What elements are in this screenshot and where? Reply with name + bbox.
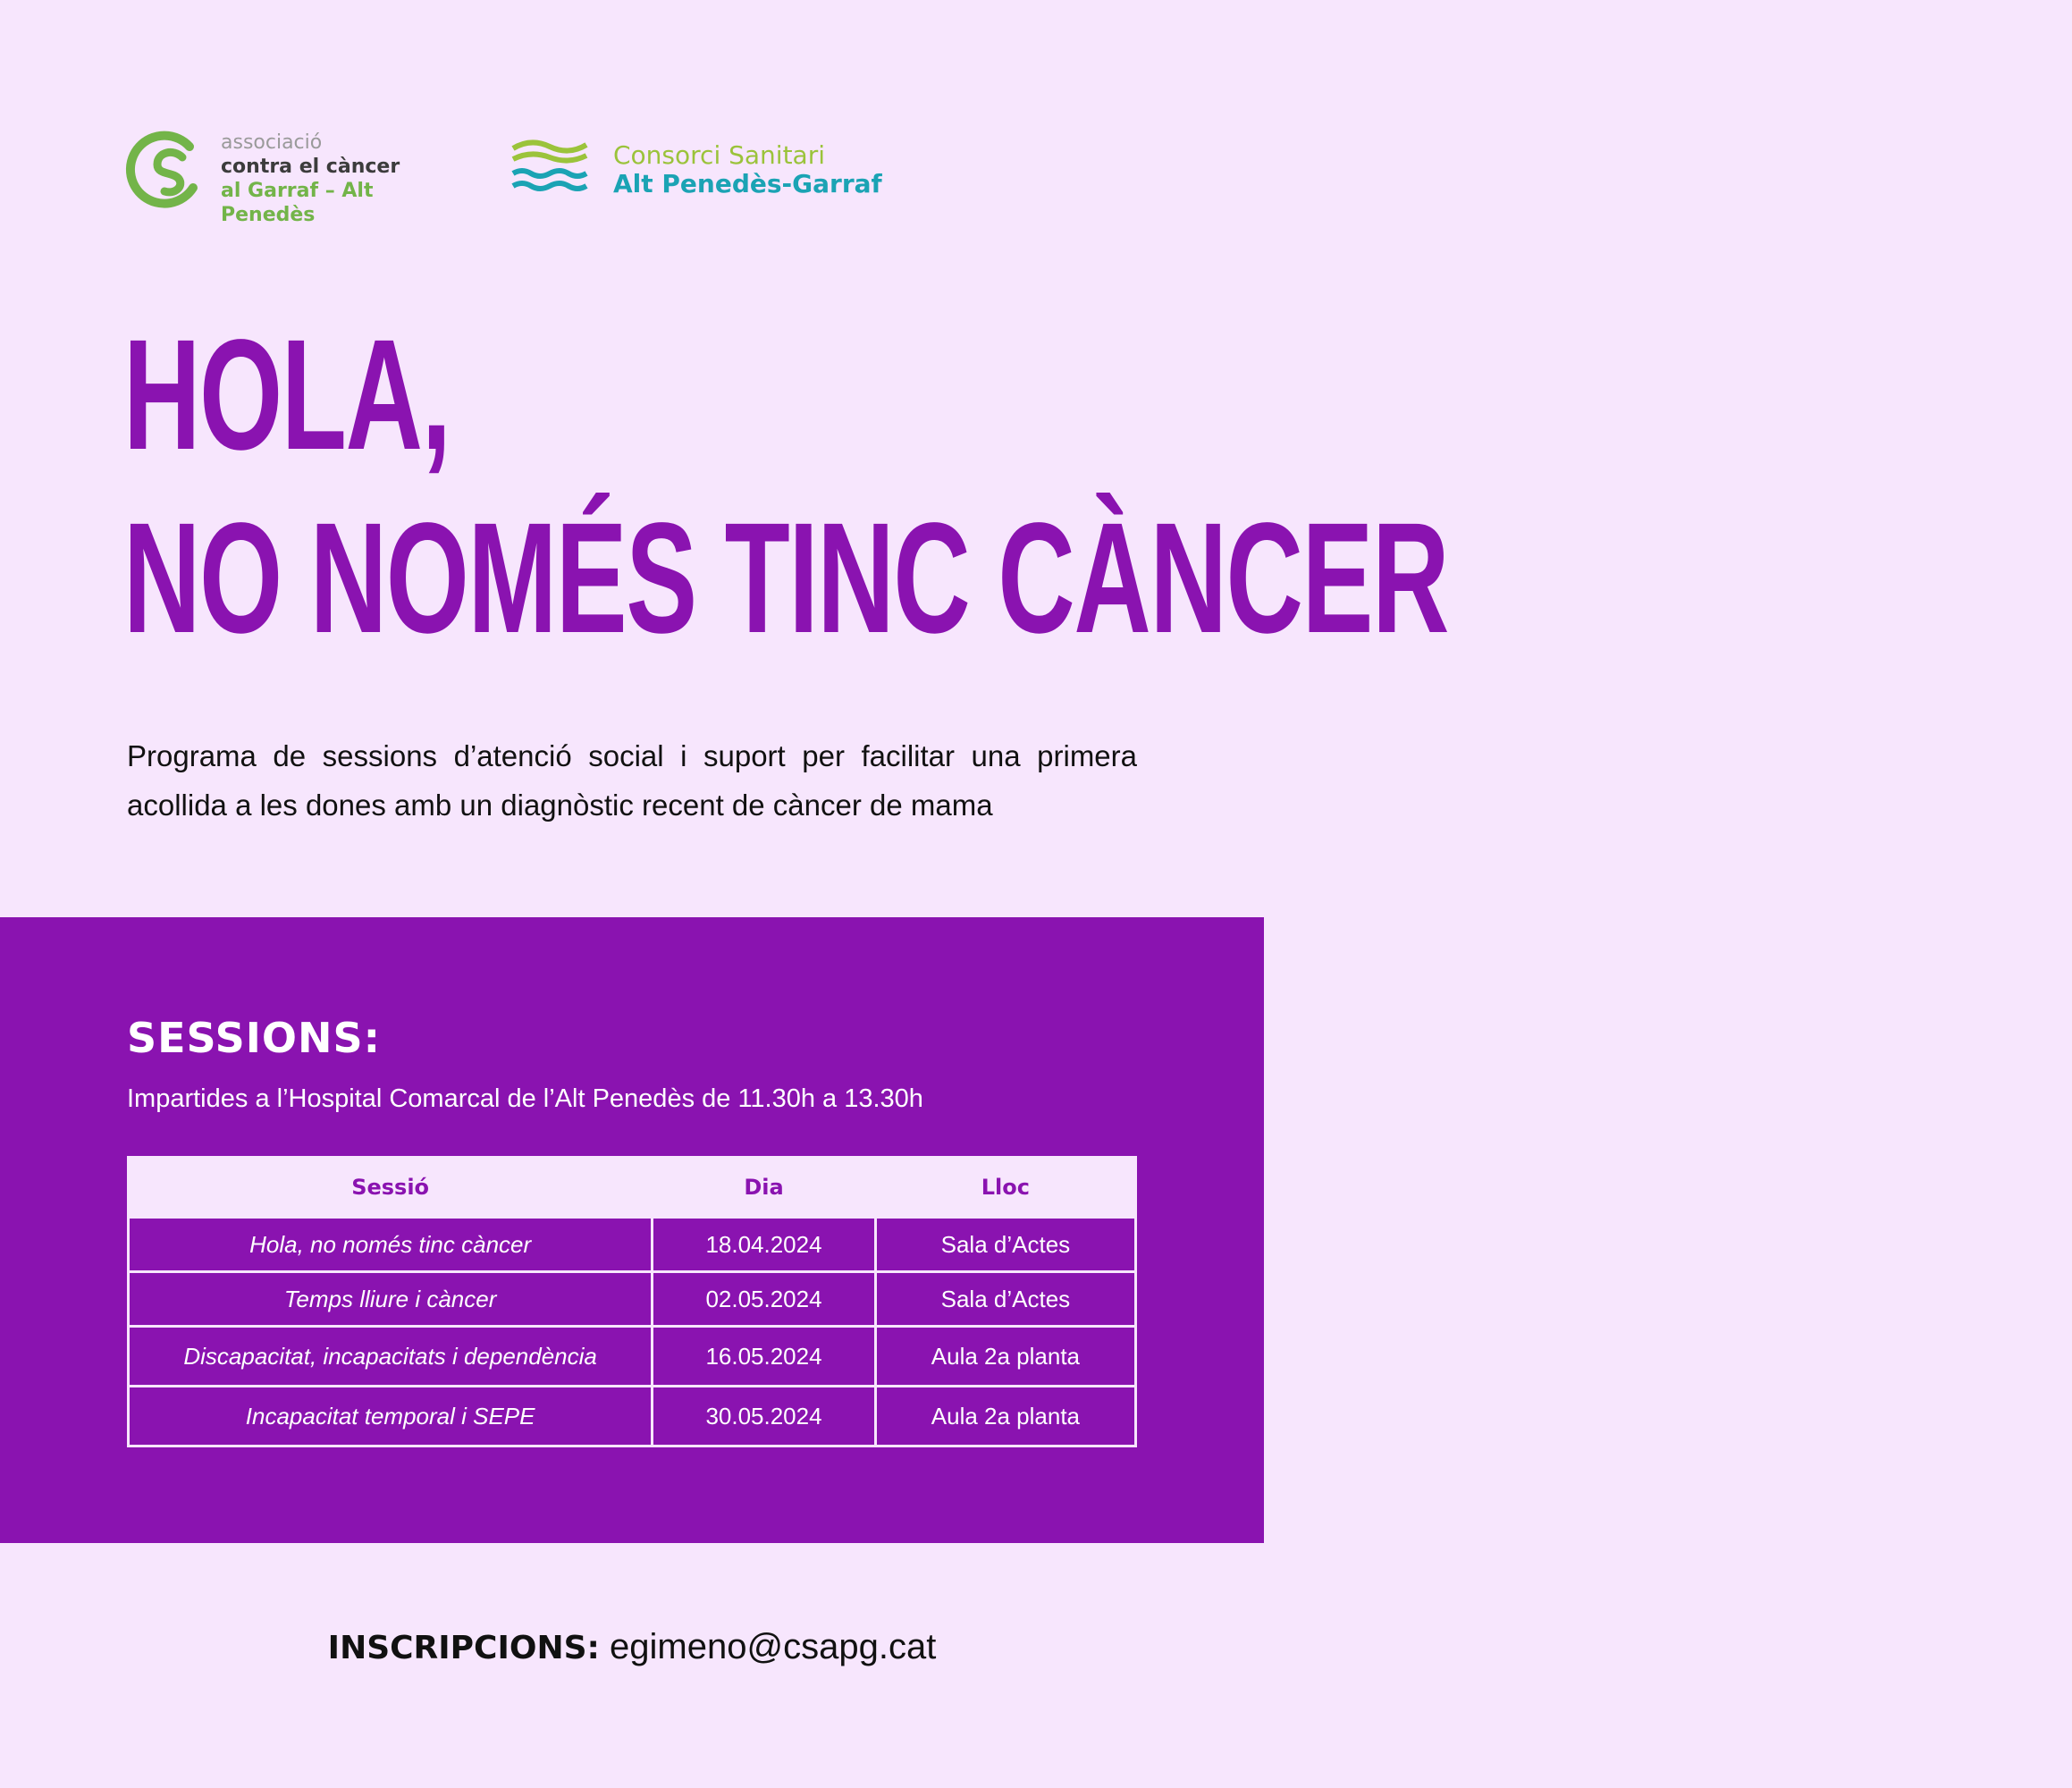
session-place: Sala d’Actes — [875, 1272, 1135, 1327]
table-row — [129, 1327, 1136, 1387]
table-row — [129, 1272, 1136, 1327]
header-place: Lloc — [875, 1158, 1135, 1218]
association-logo — [127, 123, 467, 226]
session-name: Temps lliure i càncer — [129, 1272, 653, 1327]
waves-icon — [511, 138, 588, 200]
registration-email-link[interactable]: egimeno@csapg.cat — [610, 1627, 937, 1666]
association-logo-line2: contra el càncer — [221, 156, 400, 178]
header-day: Dia — [653, 1158, 876, 1218]
registration-footer — [0, 1627, 1264, 1667]
intro-paragraph: Programa de sessions d’atenció social i suport per facilitar una primera acollida a les dones amb un diagnòstic recent de càncer de mama — [127, 739, 1137, 822]
association-logo-line1: associació — [221, 131, 323, 154]
consortium-logo-line1: Consorci Sanitari — [613, 140, 826, 170]
session-place: Sala d’Actes — [875, 1218, 1135, 1272]
session-name: Incapacitat temporal i SEPE — [129, 1387, 653, 1446]
session-date: 02.05.2024 — [653, 1272, 876, 1327]
association-mark-icon — [127, 125, 207, 209]
session-place: Aula 2a planta — [875, 1327, 1135, 1387]
sessions-title: SESSIONS: — [127, 1014, 381, 1062]
headline-line1: HOLA, — [123, 308, 451, 483]
headline-line2: NO NOMÉS TINC CÀNCER — [123, 491, 1449, 666]
table-header-row — [129, 1158, 1136, 1218]
session-name: Discapacitat, incapacitats i dependència — [129, 1327, 653, 1387]
session-name: Hola, no només tinc càncer — [129, 1218, 653, 1272]
session-date: 18.04.2024 — [653, 1218, 876, 1272]
session-date: 16.05.2024 — [653, 1327, 876, 1387]
consortium-logo-line2: Alt Penedès-Garraf — [613, 169, 882, 198]
header-session: Sessió — [129, 1158, 653, 1218]
table-row — [129, 1387, 1136, 1446]
logos-bar — [127, 123, 1137, 226]
sessions-table — [127, 1156, 1137, 1447]
headline — [123, 304, 2072, 670]
sessions-subtitle: Impartides a l’Hospital Comarcal de l’Alt Penedès de 11.30h a 13.30h — [127, 1084, 923, 1113]
session-place: Aula 2a planta — [875, 1387, 1135, 1446]
table-row — [129, 1218, 1136, 1272]
consortium-logo — [511, 134, 887, 206]
association-logo-line3: al Garraf – Alt Penedès — [221, 180, 374, 226]
registration-label: INSCRIPCIONS: — [327, 1630, 600, 1666]
session-date: 30.05.2024 — [653, 1387, 876, 1446]
sessions-section — [0, 917, 1264, 1543]
